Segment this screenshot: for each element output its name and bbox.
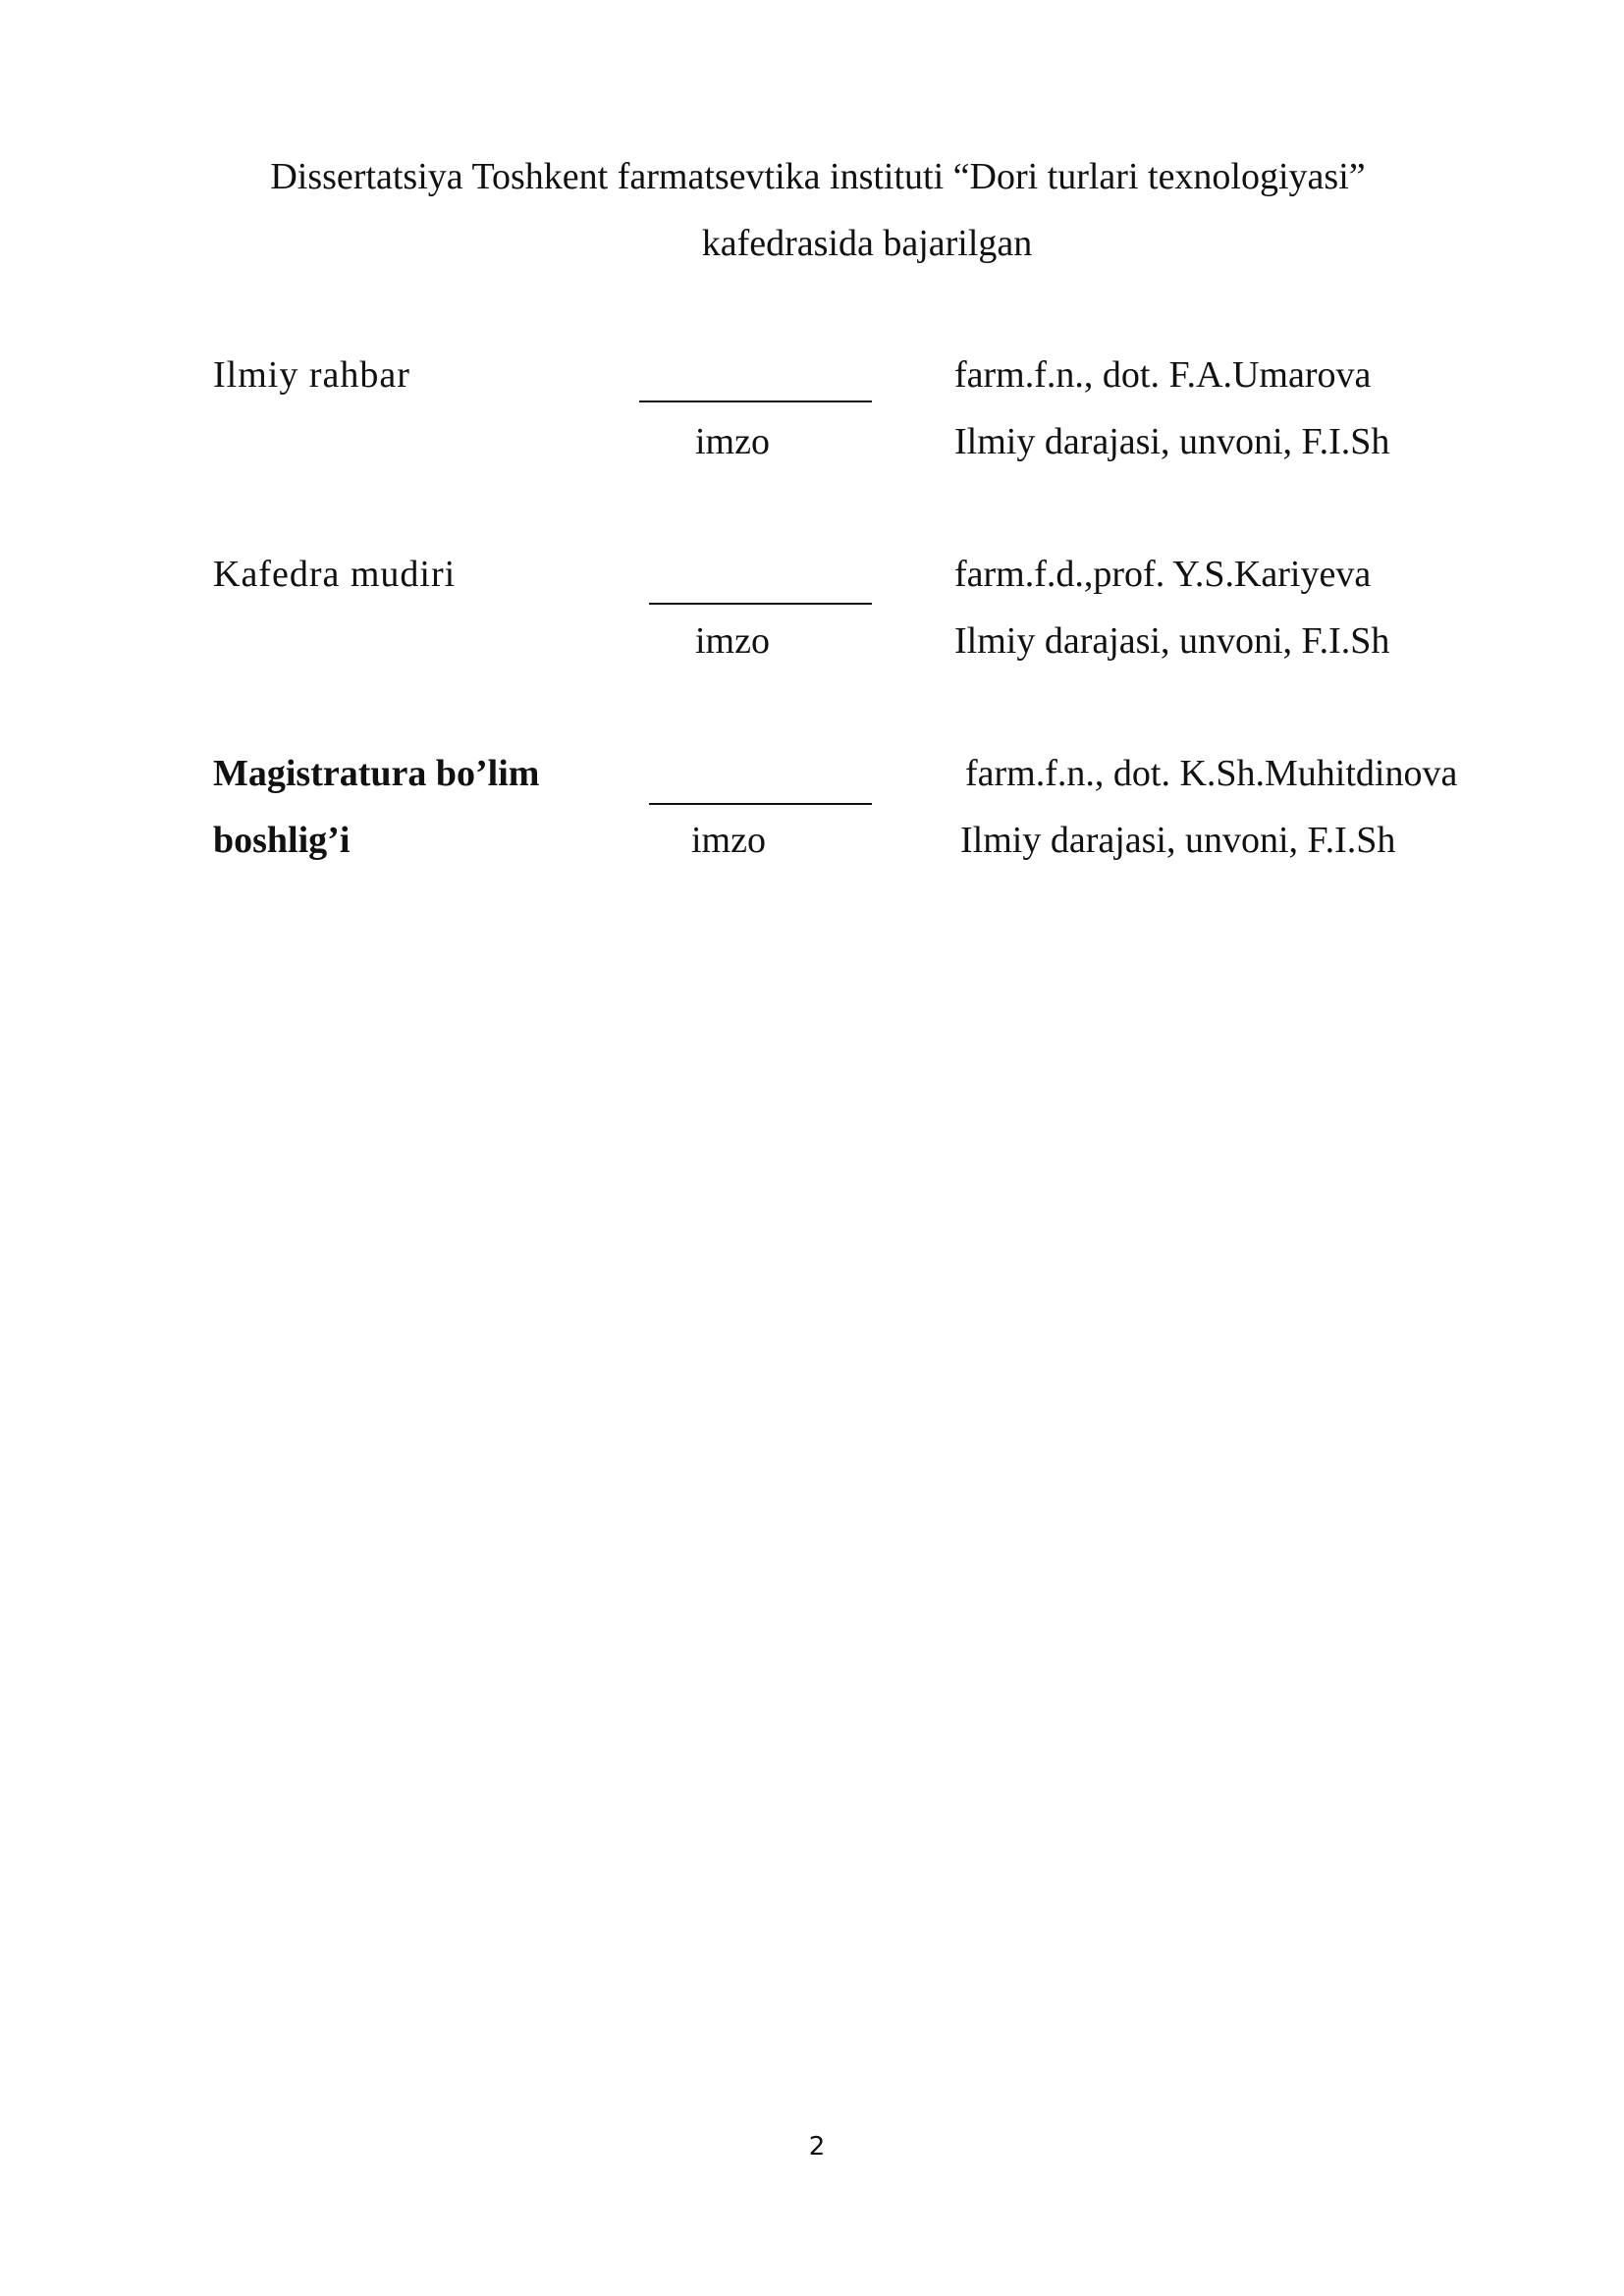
signature-line xyxy=(649,603,872,605)
role-label: Kafedra mudiri xyxy=(213,554,457,595)
person-caption: Ilmiy darajasi, unvoni, F.I.Sh xyxy=(960,820,1396,861)
person-caption: Ilmiy darajasi, unvoni, F.I.Sh xyxy=(954,620,1390,662)
person-name: farm.f.n., dot. K.Sh.Muhitdinova xyxy=(965,753,1458,794)
signature-line xyxy=(649,803,872,805)
role-label-line-2: boshlig’i xyxy=(213,820,351,861)
signature-caption: imzo xyxy=(695,620,770,662)
signature-caption: imzo xyxy=(695,421,770,462)
person-name: farm.f.n., dot. F.A.Umarova xyxy=(954,354,1372,396)
signature-caption: imzo xyxy=(691,820,766,861)
signature-line xyxy=(639,400,872,402)
person-name: farm.f.d.,prof. Y.S.Kariyeva xyxy=(954,554,1372,595)
role-label: Ilmiy rahbar xyxy=(213,354,410,396)
intro-line-2: kafedrasida bajarilgan xyxy=(701,223,1033,264)
role-label-line-1: Magistratura bo’lim xyxy=(213,753,540,794)
person-caption: Ilmiy darajasi, unvoni, F.I.Sh xyxy=(954,421,1390,462)
intro-line-1: Dissertatsiya Toshkent farmatsevtika instituti “Dori turlari texnologiyasi” xyxy=(270,156,1366,197)
page-number: 2 xyxy=(808,2132,826,2162)
